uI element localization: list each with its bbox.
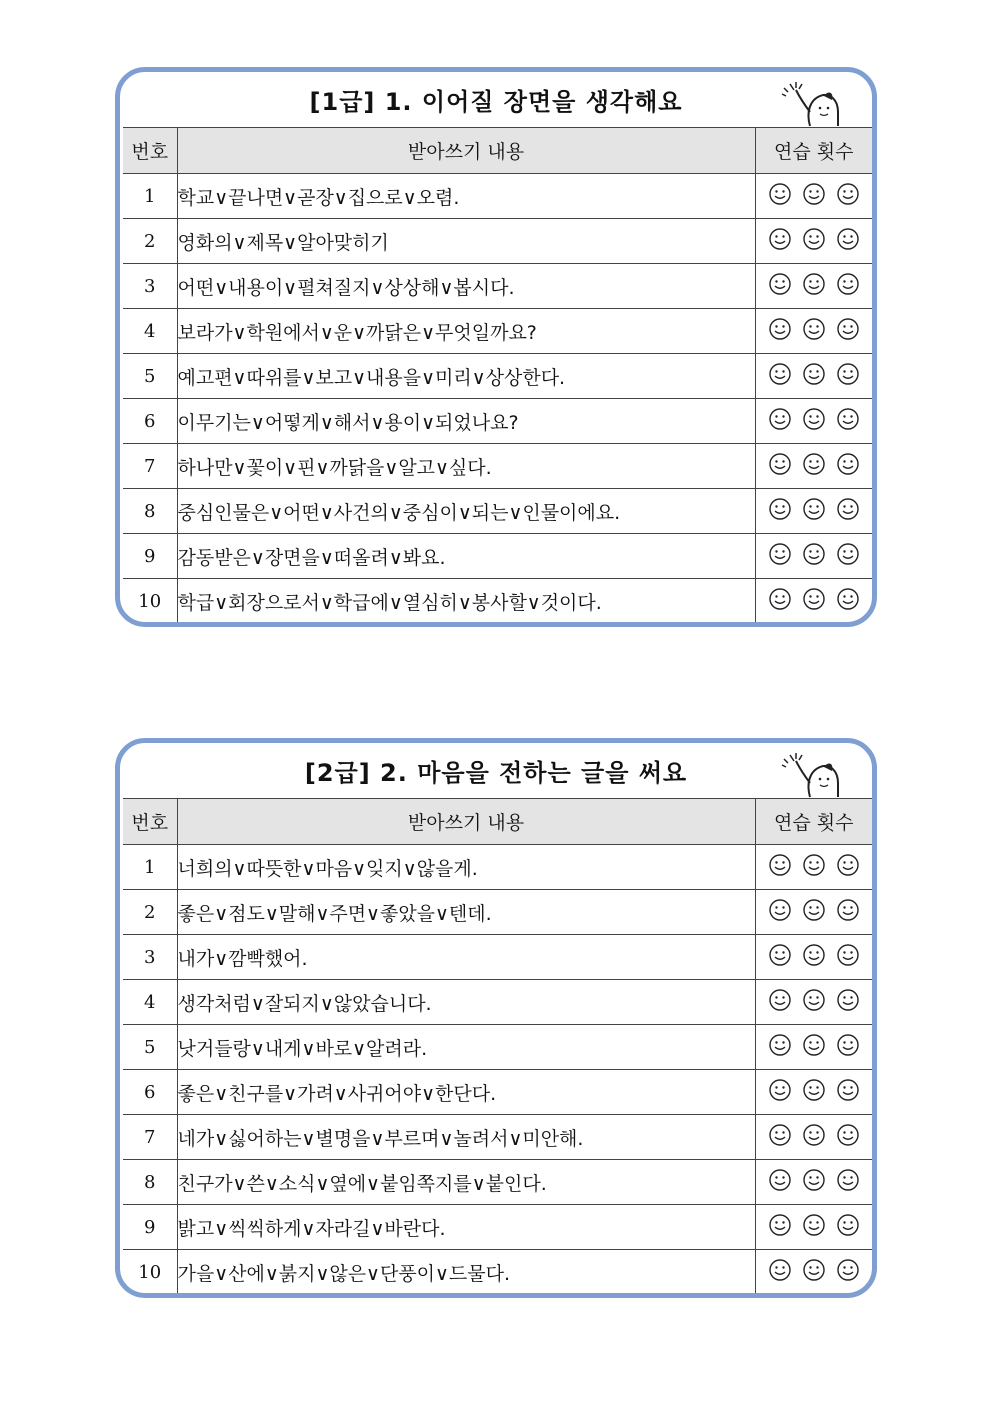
smiley-face-icon[interactable] [836, 542, 860, 566]
practice-count-cell [755, 1025, 872, 1070]
practice-count-cell [755, 845, 872, 890]
practice-count-cell [755, 534, 872, 579]
practice-count-cell [755, 935, 872, 980]
table-row [123, 1115, 872, 1160]
practice-count-cell [755, 309, 872, 354]
row-number: 5 [123, 354, 177, 399]
smiley-face-icon[interactable] [802, 1123, 826, 1147]
dictation-text: 예고편∨따위를∨보고∨내용을∨미리∨상상한다. [177, 354, 755, 399]
row-number: 1 [123, 845, 177, 890]
smiley-face-icon[interactable] [768, 227, 792, 251]
row-number: 8 [123, 1160, 177, 1205]
practice-smileys [768, 898, 860, 922]
row-number: 7 [123, 444, 177, 489]
dictation-table [123, 127, 872, 623]
smiley-face-icon[interactable] [768, 1078, 792, 1102]
card-title: [1급] 1. 이어질 장면을 생각해요 [309, 88, 683, 116]
smiley-face-icon[interactable] [802, 1033, 826, 1057]
practice-count-cell [755, 444, 872, 489]
practice-smileys [768, 542, 860, 566]
table-row [123, 1160, 872, 1205]
dictation-text: 생각처럼∨잘되지∨않았습니다. [177, 980, 755, 1025]
table-row [123, 534, 872, 579]
table-row [123, 264, 872, 309]
header-content: 받아쓰기 내용 [177, 799, 755, 845]
row-number: 9 [123, 1205, 177, 1250]
row-number: 4 [123, 980, 177, 1025]
table-row [123, 219, 872, 264]
table-row [123, 174, 872, 219]
practice-smileys [768, 227, 860, 251]
dictation-text: 하나만∨꽃이∨핀∨까닭을∨알고∨싶다. [177, 444, 755, 489]
row-number: 4 [123, 309, 177, 354]
smiley-face-icon[interactable] [802, 943, 826, 967]
row-number: 9 [123, 534, 177, 579]
row-number: 10 [123, 1250, 177, 1295]
dictation-text: 친구가∨쓴∨소식∨옆에∨붙임쪽지를∨붙인다. [177, 1160, 755, 1205]
dictation-text: 중심인물은∨어떤∨사건의∨중심이∨되는∨인물이에요. [177, 489, 755, 534]
smiley-face-icon[interactable] [768, 1213, 792, 1237]
practice-smileys [768, 452, 860, 476]
smiley-face-icon[interactable] [802, 452, 826, 476]
waving-character-icon [780, 753, 844, 801]
waving-character-icon [780, 82, 844, 130]
row-number: 2 [123, 219, 177, 264]
practice-smileys [768, 1213, 860, 1237]
smiley-face-icon[interactable] [802, 542, 826, 566]
dictation-text: 영화의∨제목∨알아맞히기 [177, 219, 755, 264]
smiley-face-icon[interactable] [802, 1078, 826, 1102]
practice-count-cell [755, 399, 872, 444]
practice-count-cell [755, 890, 872, 935]
smiley-face-icon[interactable] [836, 407, 860, 431]
smiley-face-icon[interactable] [768, 898, 792, 922]
row-number: 2 [123, 890, 177, 935]
table-row [123, 845, 872, 890]
smiley-face-icon[interactable] [768, 1168, 792, 1192]
dictation-text: 밝고∨씩씩하게∨자라길∨바란다. [177, 1205, 755, 1250]
smiley-face-icon[interactable] [836, 1213, 860, 1237]
table-row [123, 399, 872, 444]
practice-smileys [768, 853, 860, 877]
row-number: 10 [123, 579, 177, 624]
dictation-text: 학교∨끝나면∨곧장∨집으로∨오렴. [177, 174, 755, 219]
smiley-face-icon[interactable] [768, 272, 792, 296]
dictation-text: 좋은∨점도∨말해∨주면∨좋았을∨텐데. [177, 890, 755, 935]
practice-smileys [768, 362, 860, 386]
dictation-text: 좋은∨친구를∨가려∨사귀어야∨한단다. [177, 1070, 755, 1115]
practice-smileys [768, 1258, 860, 1282]
smiley-face-icon[interactable] [802, 1168, 826, 1192]
smiley-face-icon[interactable] [836, 587, 860, 611]
table-row [123, 309, 872, 354]
smiley-face-icon[interactable] [836, 988, 860, 1012]
row-number: 3 [123, 935, 177, 980]
smiley-face-icon[interactable] [768, 497, 792, 521]
practice-smileys [768, 1168, 860, 1192]
card-title: [2급] 2. 마음을 전하는 글을 써요 [304, 759, 688, 787]
smiley-face-icon[interactable] [768, 1258, 792, 1282]
practice-smileys [768, 182, 860, 206]
table-row [123, 935, 872, 980]
smiley-face-icon[interactable] [836, 362, 860, 386]
practice-smileys [768, 1123, 860, 1147]
smiley-face-icon[interactable] [836, 272, 860, 296]
smiley-face-icon[interactable] [802, 1213, 826, 1237]
table-body [123, 174, 872, 624]
row-number: 6 [123, 399, 177, 444]
table-row [123, 980, 872, 1025]
header-content: 받아쓰기 내용 [177, 128, 755, 174]
dictation-text: 너희의∨따뜻한∨마음∨잊지∨않을게. [177, 845, 755, 890]
row-number: 5 [123, 1025, 177, 1070]
header-practice: 연습 횟수 [755, 799, 872, 845]
table-row [123, 890, 872, 935]
smiley-face-icon[interactable] [802, 497, 826, 521]
smiley-face-icon[interactable] [802, 227, 826, 251]
table-row [123, 1025, 872, 1070]
dictation-table [123, 798, 872, 1294]
table-row [123, 579, 872, 624]
practice-count-cell [755, 579, 872, 624]
smiley-face-icon[interactable] [768, 317, 792, 341]
smiley-face-icon[interactable] [768, 1123, 792, 1147]
smiley-face-icon[interactable] [836, 943, 860, 967]
dictation-text: 어떤∨내용이∨펼쳐질지∨상상해∨봅시다. [177, 264, 755, 309]
row-number: 6 [123, 1070, 177, 1115]
smiley-face-icon[interactable] [802, 362, 826, 386]
row-number: 1 [123, 174, 177, 219]
smiley-face-icon[interactable] [836, 452, 860, 476]
header-practice: 연습 횟수 [755, 128, 872, 174]
smiley-face-icon[interactable] [836, 1078, 860, 1102]
smiley-face-icon[interactable] [836, 317, 860, 341]
smiley-face-icon[interactable] [836, 497, 860, 521]
smiley-face-icon[interactable] [768, 407, 792, 431]
practice-count-cell [755, 1160, 872, 1205]
dictation-text: 낫거들랑∨내게∨바로∨알려라. [177, 1025, 755, 1070]
smiley-face-icon[interactable] [802, 988, 826, 1012]
smiley-face-icon[interactable] [802, 182, 826, 206]
smiley-face-icon[interactable] [768, 1033, 792, 1057]
table-row [123, 1205, 872, 1250]
header-number: 번호 [123, 128, 177, 174]
smiley-face-icon[interactable] [802, 898, 826, 922]
smiley-face-icon[interactable] [768, 988, 792, 1012]
dictation-text: 내가∨깜빡했어. [177, 935, 755, 980]
table-header-row [123, 799, 872, 845]
smiley-face-icon[interactable] [802, 317, 826, 341]
smiley-face-icon[interactable] [768, 587, 792, 611]
practice-smileys [768, 943, 860, 967]
practice-smileys [768, 317, 860, 341]
dictation-text: 보라가∨학원에서∨운∨까닭은∨무엇일까요? [177, 309, 755, 354]
practice-smileys [768, 587, 860, 611]
smiley-face-icon[interactable] [768, 452, 792, 476]
practice-count-cell [755, 1205, 872, 1250]
smiley-face-icon[interactable] [836, 1033, 860, 1057]
table-body [123, 845, 872, 1295]
table-row [123, 1250, 872, 1295]
smiley-face-icon[interactable] [836, 853, 860, 877]
dictation-text: 가을∨산에∨붉지∨않은∨단풍이∨드물다. [177, 1250, 755, 1295]
practice-smileys [768, 497, 860, 521]
row-number: 3 [123, 264, 177, 309]
smiley-face-icon[interactable] [802, 407, 826, 431]
smiley-face-icon[interactable] [802, 272, 826, 296]
table-row [123, 489, 872, 534]
smiley-face-icon[interactable] [768, 182, 792, 206]
smiley-face-icon[interactable] [768, 542, 792, 566]
table-row [123, 354, 872, 399]
smiley-face-icon[interactable] [836, 898, 860, 922]
practice-count-cell [755, 219, 872, 264]
practice-smileys [768, 1033, 860, 1057]
dictation-text: 네가∨싫어하는∨별명을∨부르며∨놀려서∨미안해. [177, 1115, 755, 1160]
row-number: 8 [123, 489, 177, 534]
practice-count-cell [755, 1250, 872, 1295]
practice-count-cell [755, 264, 872, 309]
smiley-face-icon[interactable] [836, 1123, 860, 1147]
practice-count-cell [755, 980, 872, 1025]
smiley-face-icon[interactable] [768, 362, 792, 386]
smiley-face-icon[interactable] [802, 1258, 826, 1282]
practice-count-cell [755, 489, 872, 534]
practice-smileys [768, 407, 860, 431]
smiley-face-icon[interactable] [836, 1168, 860, 1192]
smiley-face-icon[interactable] [836, 1258, 860, 1282]
smiley-face-icon[interactable] [768, 853, 792, 877]
practice-smileys [768, 272, 860, 296]
dictation-text: 감동받은∨장면을∨떠올려∨봐요. [177, 534, 755, 579]
table-row [123, 1070, 872, 1115]
practice-count-cell [755, 1115, 872, 1160]
smiley-face-icon[interactable] [768, 943, 792, 967]
practice-count-cell [755, 1070, 872, 1115]
dictation-card-level-1 [115, 67, 877, 627]
smiley-face-icon[interactable] [836, 182, 860, 206]
table-header-row [123, 128, 872, 174]
smiley-face-icon[interactable] [802, 853, 826, 877]
practice-count-cell [755, 354, 872, 399]
header-number: 번호 [123, 799, 177, 845]
table-row [123, 444, 872, 489]
dictation-text: 이무기는∨어떻게∨해서∨용이∨되었나요? [177, 399, 755, 444]
row-number: 7 [123, 1115, 177, 1160]
practice-count-cell [755, 174, 872, 219]
dictation-text: 학급∨회장으로서∨학급에∨열심히∨봉사할∨것이다. [177, 579, 755, 624]
practice-smileys [768, 988, 860, 1012]
dictation-card-level-2 [115, 738, 877, 1298]
practice-smileys [768, 1078, 860, 1102]
smiley-face-icon[interactable] [836, 227, 860, 251]
smiley-face-icon[interactable] [802, 587, 826, 611]
